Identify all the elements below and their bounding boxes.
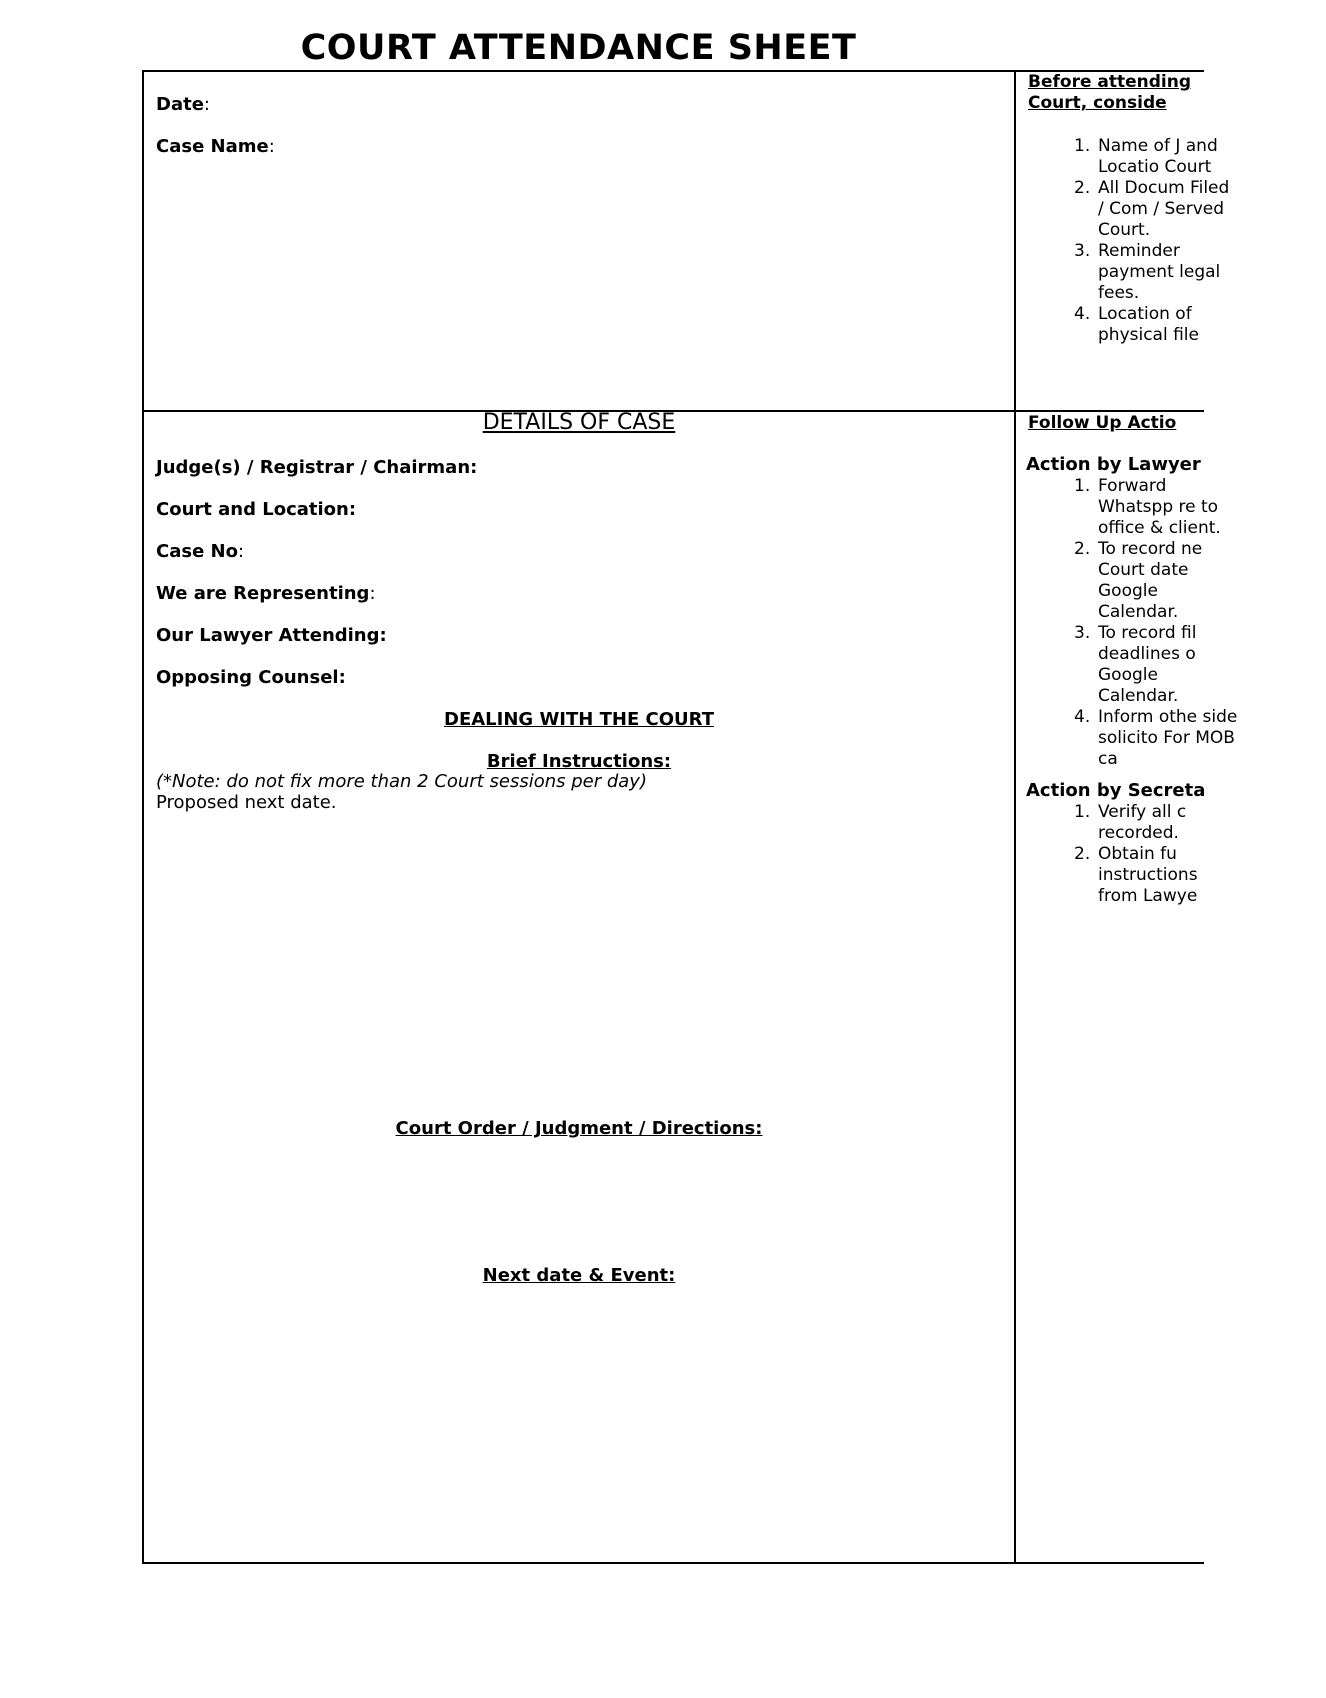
representing-label: We are Representing — [156, 583, 370, 604]
lawyer-field[interactable]: Our Lawyer Attending: — [156, 625, 387, 646]
case-no-field[interactable]: Case No: — [156, 541, 245, 562]
court-order-heading: Court Order / Judgment / Directions: — [395, 1118, 763, 1139]
case-no-label: Case No — [156, 541, 238, 562]
representing-field[interactable]: We are Representing: — [156, 583, 376, 604]
secretary-action-heading: Action by Secreta — [1026, 780, 1206, 801]
list-item: 3. To record fil deadlines o Google Calendar. — [1074, 623, 1197, 706]
note-text: (*Note: do not fix more than 2 Court sessions per day) — [156, 771, 647, 792]
case-name-field[interactable]: Case Name: — [156, 136, 275, 157]
list-item: 2. To record ne Court date Google Calendar. — [1074, 539, 1203, 622]
right-column — [1016, 72, 1238, 1562]
brief-instructions-heading: Brief Instructions: — [486, 751, 672, 772]
dealing-heading: DEALING WITH THE COURT — [444, 709, 714, 730]
list-item: 2. All Docum Filed / Com / Served Court. — [1074, 178, 1230, 240]
date-label: Date — [156, 94, 204, 115]
lawyer-action-heading: Action by Lawyer — [1026, 454, 1201, 475]
list-item: 1. Name of J and Locatio Court — [1074, 136, 1218, 177]
case-name-label: Case Name — [156, 136, 269, 157]
details-heading: DETAILS OF CASE — [482, 410, 676, 435]
opposing-counsel-field[interactable]: Opposing Counsel: — [156, 667, 346, 688]
lawyer-action-list — [1026, 476, 1326, 770]
follow-up-heading: Follow Up Actio — [1028, 413, 1177, 433]
list-item: 3. Reminder payment legal fees. — [1074, 241, 1221, 303]
proposed-next-date[interactable]: Proposed next date. — [156, 792, 337, 813]
list-item: 4. Inform othe side solicito For MOB ca — [1074, 707, 1238, 769]
list-item: 2. Obtain fu instructions from Lawye — [1074, 844, 1198, 906]
before-list — [1026, 136, 1326, 346]
list-item: 4. Location of physical file — [1074, 304, 1199, 345]
list-item: 1. Forward Whatspp re to office & client. — [1074, 476, 1221, 538]
attendance-table — [142, 70, 1238, 1564]
secretary-action-list — [1026, 802, 1326, 907]
next-date-heading: Next date & Event: — [482, 1265, 676, 1286]
before-heading-2: Court, conside — [1028, 93, 1167, 113]
judge-field[interactable]: Judge(s) / Registrar / Chairman: — [156, 457, 478, 478]
before-heading-1: Before attending — [1028, 72, 1192, 92]
list-item: 1. Verify all c recorded. — [1074, 802, 1187, 843]
date-field[interactable]: Date: — [156, 94, 210, 115]
page-title: COURT ATTENDANCE SHEET — [300, 28, 857, 68]
court-location-field[interactable]: Court and Location: — [156, 499, 357, 520]
